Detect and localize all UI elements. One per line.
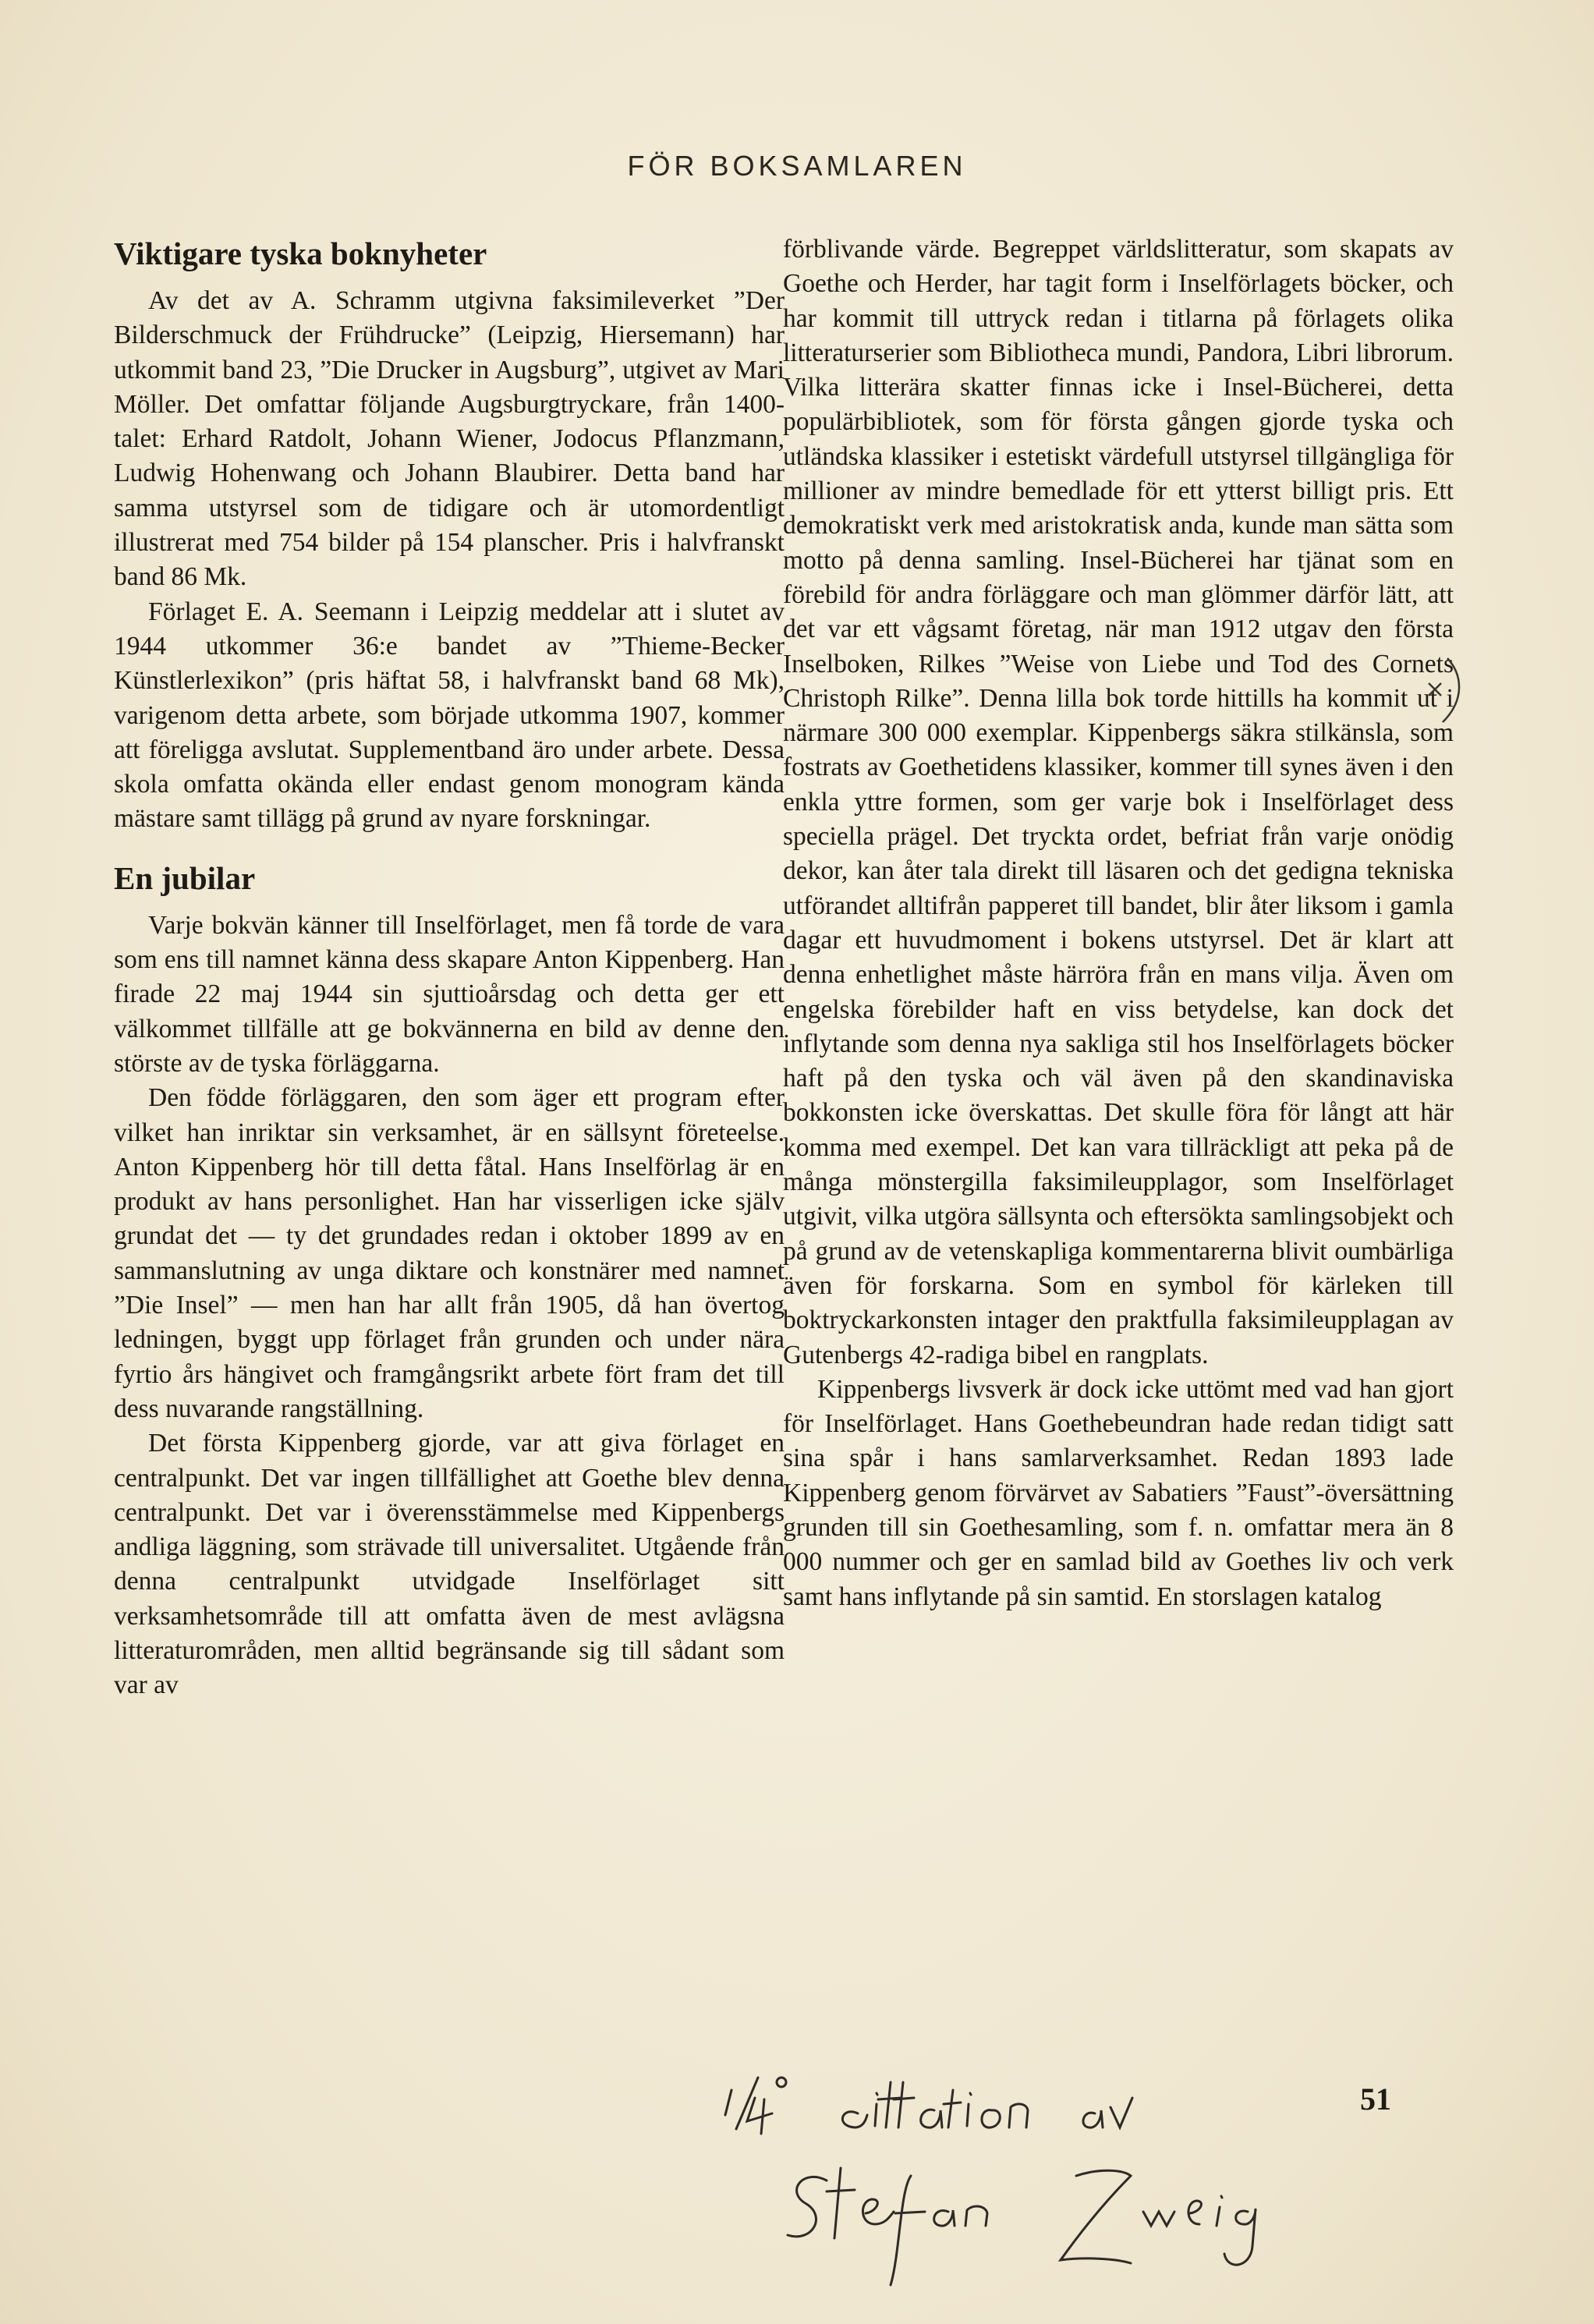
page-number: 51 (1360, 2081, 1391, 2117)
paragraph: Varje bokvän känner till Inselförlaget, men få torde de vara som ens till namnet känna dess skapare Anton Kippenberg. Han firade 22 maj 1944 sin sjuttioårsdag och detta ger ett välkommet tillfälle att ge bokvännerna en bild av denne den störste av de tyska förläggarna. (114, 910, 785, 1078)
paragraph: Den födde förläggaren, den som äger ett program efter vilket han inriktar sin verksamhet, är en sällsynt företeelse. Anton Kippenberg hör till detta fåtal. Hans Inselförlag är en produkt av hans personlighet. Han har visserligen icke själv grundat det — ty det grundades redan i oktober 1899 av en sammanslutning av unga diktare och konstnärer med namnet ”Die Insel” — men han har allt från 1905, då han övertog ledningen, byggt upp förlaget från grunden och under nära fyrtio års hängivet och framgångsrikt arbete fört fram det till dess nuvarande rangställning. (114, 1083, 785, 1423)
handwritten-signature (710, 2059, 1380, 2293)
section-heading-boknyheter: Viktigare tyska boknyheter (114, 236, 487, 271)
section-heading-jubilar: En jubilar (114, 859, 256, 896)
left-column (114, 234, 785, 1703)
right-column (783, 232, 1454, 1614)
handwritten-margin-mark (1424, 652, 1471, 730)
paragraph: Av det av A. Schramm utgivna faksimileverket ”Der Bilderschmuck der Frühdrucke” (Leipzig, Hiersemann) har utkommit band 23, ”Die Drucker in Augsburg”, utgivet av Mari Möller. Det omfattar följande Augsburgtryckare, från 1400-talet: Erhard Ratdolt, Johann Wiener, Jodocus Pflanzmann, Ludwig Hohenwang och Johann Blaubirer. Detta band har samma utstyrsel som de tidigare och är utomordentligt illustrerat med 754 bilder på 154 planscher. Pris i halvfranskt band 86 Mk. (114, 286, 785, 592)
paragraph: förblivande värde. Begreppet världslitteratur, som skapats av Goethe och Herder, har tagit form i Inselförlagets böcker, och har kommit till uttryck redan i titlarna på förlagets olika litteraturserier som Bibliotheca mundi, Pandora, Libri librorum. Vilka litterära skatter finnas icke i Insel-Bücherei, detta populärbibliotek, som för första gången gjorde tyska och utländska klassiker i estetiskt värdefull utstyrsel tillgängliga för millioner av mindre bemedlade för ett ytterst billigt pris. Ett demokratiskt verk med aristokratisk anda, kunde man sätta som motto på denna samling. Insel-Bücherei har tjänat som en förebild för andra förläggare och man glömmer därför lätt, att det var ett vågsamt företag, när man 1912 utgav den första Inselboken, Rilkes ”Weise von Liebe und Tod des Cornets Christoph Rilke”. Denna lilla bok torde hittills ha kommit ut i närmare 300 000 exemplar. Kippenbergs säkra stilkänsla, som fostrats av Goethetidens klassiker, kommer till synes även i den enkla yttre formen, som ger varje bok i Inselförlaget dess speciella prägel. Det tryckta ordet, befriat från varje onödig dekor, kan åter tala direkt till läsaren och det gedigna tekniska utförandet alltifrån papperet till bandet, blir åter liksom i gamla dagar ett huvudmoment i bokens utstyrsel. Det är klart att denna enhetlighet måste härröra från en mans vilja. Även om engelska förebilder haft en viss betydelse, kan dock det inflytande som denna nya sakliga stil hos Inselförlagets böcker haft på den tyska och väl även på den skandinaviska bokkonsten icke överskattas. Det skulle föra för långt att här komma med exempel. Det kan vara tillräckligt att peka på de många mönstergilla faksimileupplagor, som Inselförlaget utgivit, vilka utgöra sällsynta och eftersökta samlingsobjekt och på grund av de vetenskapliga kommentarerna blivit oumbärliga även för forskarna. Som en symbol för kärleken till boktryckarkonsten intager den praktfulla faksimileupplagan av Gutenbergs 42-radiga bibel en rangplats. (783, 235, 1454, 1369)
paragraph: Det första Kippenberg gjorde, var att giva förlaget en centralpunkt. Det var ingen tillfällighet att Goethe blev denna centralpunkt. Det var i överensstämmelse med Kippenbergs andliga läggning, som strävade till universalitet. Utgående från denna centralpunkt utvidgade Inselförlaget sitt verksamhetsområde till att omfatta även de mest avlägsna litteraturområden, men alltid begränsande sig till sådant som var av (114, 1429, 785, 1700)
paragraph: Kippenbergs livsverk är dock icke uttömt med vad han gjort för Inselförlaget. Hans Goethebeundran hade redan tidigt satt sina spår i hans samlarverksamhet. Redan 1893 lade Kippenberg genom förvärvet av Sabatiers ”Faust”-översättning grunden till sin Goethesamling, som f. n. omfattar mera än 8 000 nummer och ger en samlad bild av Goethes liv och verk samt hans inflytande på sin samtid. En storslagen katalog (783, 1374, 1454, 1611)
paragraph: Förlaget E. A. Seemann i Leipzig meddelar att i slutet av 1944 utkommer 36:e bandet av ”Thieme-Becker Künstlerlexikon” (pris häftat 58, i halvfranskt band 68 Mk), varigenom detta arbete, som började utkomma 1907, kommer att föreligga avslutat. Supplementband äro under arbete. Dessa skola omfatta okända eller endast genom monogram kända mästare samt tillägg på grund av nyare forskningar. (114, 597, 785, 834)
running-head: FÖR BOKSAMLAREN (627, 150, 967, 182)
